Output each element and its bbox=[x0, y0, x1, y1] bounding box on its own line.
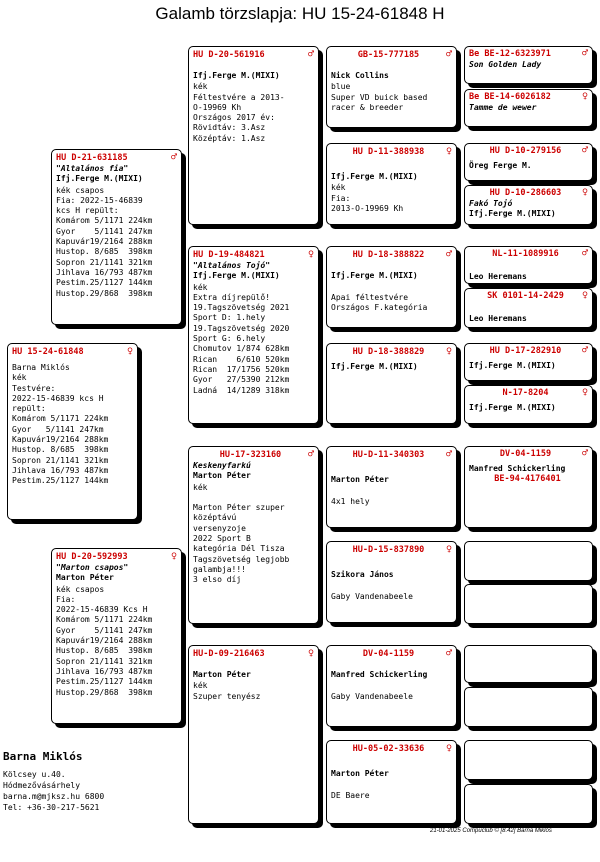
sds-card[interactable] bbox=[326, 246, 457, 328]
female-sex-icon: ♀ bbox=[170, 551, 177, 562]
g5-name-2: Tamme de wewer bbox=[469, 103, 537, 112]
g5-card-3[interactable] bbox=[464, 143, 593, 181]
dam-card[interactable] bbox=[51, 548, 182, 724]
g5-empty-card[interactable] bbox=[464, 584, 593, 624]
ddd-breeder: Marton Péter bbox=[331, 769, 389, 778]
dam-details: kék csapos Fia: 2022-15-46839 Kcs H Komárom 5/1171 224km Gyor 5/1141 247km Kapuvár19/2164 288km Hustop. 8/685 398km Sopron 21/1141 321km Jihlava 16/793 487km Pestim.25/1127 144km Hustop.29/868 398km bbox=[56, 584, 153, 697]
g5-card-2[interactable] bbox=[464, 89, 593, 127]
sire-dam-card[interactable] bbox=[188, 246, 319, 424]
sire-nickname: "Altalános fia" bbox=[56, 164, 129, 173]
male-sex-icon: ♂ bbox=[581, 145, 588, 156]
sire-sire-card[interactable] bbox=[188, 46, 319, 225]
dsd-card[interactable] bbox=[326, 541, 457, 623]
sire-dam-breeder: Ifj.Ferge M.(MIXI) bbox=[193, 271, 280, 281]
dss-breeder: Marton Péter bbox=[331, 475, 389, 484]
g5-empty-card[interactable] bbox=[464, 740, 593, 780]
female-sex-icon: ♀ bbox=[307, 249, 314, 260]
g5-ring-4: HU D-10-286603 bbox=[489, 187, 562, 198]
g5-card-5[interactable] bbox=[464, 246, 593, 284]
female-sex-icon: ♀ bbox=[445, 743, 452, 754]
dam-ring: HU D-20-592993 bbox=[56, 551, 128, 562]
ssd-ring: HU D-11-388938 bbox=[352, 146, 425, 157]
owner-email: barna.m@mjksz.hu 6800 bbox=[3, 792, 105, 801]
dss-details: 4x1 hely bbox=[331, 496, 370, 506]
g5-ring2-9: BE-94-4176401 bbox=[494, 474, 561, 485]
sdd-ring: HU D-18-388829 bbox=[352, 346, 425, 357]
g5-name-1: Son Golden Lady bbox=[469, 60, 542, 69]
owner-phone: Tel: +36-30-217-5621 bbox=[3, 803, 100, 812]
g5-card-6[interactable] bbox=[464, 288, 593, 328]
dsd-ring: HU-D-15-837890 bbox=[352, 544, 425, 555]
g5-ring-3: HU D-10-279156 bbox=[489, 145, 562, 156]
subject-details: Barna Miklós kék Testvére: 2022-15-46839 kcs H repült: Komárom 5/1171 224km Gyor 5/1141 247km Kapuvár19/2164 288km Hustop. 8/685 398km Sopron 21/1141 321km Jihlava 16/793 487km Pestim.25/1127 144km bbox=[12, 363, 109, 486]
sds-breeder: Ifj.Ferge M.(MIXI) bbox=[331, 271, 418, 280]
male-sex-icon: ♂ bbox=[445, 49, 452, 60]
male-sex-icon: ♂ bbox=[581, 345, 588, 356]
dsd-breeder: Szikora János bbox=[331, 570, 394, 579]
dds-breeder: Manfred Schickerling bbox=[331, 670, 428, 679]
female-sex-icon: ♀ bbox=[581, 387, 588, 398]
sds-details: Apai féltestvére Országos F.kategória bbox=[331, 292, 428, 312]
male-sex-icon: ♂ bbox=[445, 449, 452, 460]
dds-ring: DV-04-1159 bbox=[362, 648, 415, 659]
sss-breeder: Nick Collins bbox=[331, 71, 389, 80]
g5-ring-1: Be BE-12-6323971 bbox=[469, 48, 551, 59]
ddd-details: DE Baere bbox=[331, 790, 370, 800]
sdd-breeder: Ifj.Ferge M.(MIXI) bbox=[331, 362, 418, 371]
g5-card-7[interactable] bbox=[464, 343, 593, 381]
g5-card-9[interactable] bbox=[464, 446, 593, 528]
dam-sire-nickname: Keskenyfarkú bbox=[193, 461, 251, 470]
dss-ring: HU-D-11-340303 bbox=[352, 449, 425, 460]
ddd-ring: HU-05-02-33636 bbox=[352, 743, 425, 754]
female-sex-icon: ♀ bbox=[581, 187, 588, 198]
dam-nickname: "Marton csapos" bbox=[56, 563, 129, 572]
g5-empty-card[interactable] bbox=[464, 784, 593, 824]
female-sex-icon: ♀ bbox=[126, 346, 133, 357]
footer-info: 21-01-2025 Compuclub © [8.42] Barna Miklós bbox=[430, 828, 552, 834]
owner-block bbox=[3, 750, 104, 813]
g5-ring-6: SK 0101-14-2429 bbox=[487, 290, 564, 301]
dss-card[interactable] bbox=[326, 446, 457, 528]
owner-address1: Kölcsey u.40. bbox=[3, 770, 66, 779]
sire-dam-ring: HU D-19-484821 bbox=[193, 249, 265, 260]
sire-ring: HU D-21-631185 bbox=[56, 152, 128, 163]
g5-ring-8: N-17-8204 bbox=[502, 387, 549, 398]
g5-name-3: Öreg Ferge M. bbox=[469, 161, 532, 170]
sdd-card[interactable] bbox=[326, 343, 457, 424]
sds-ring: HU D-18-388822 bbox=[352, 249, 425, 260]
g5-name-6: Leo Heremans bbox=[469, 314, 527, 323]
g5-name2-4: Ifj.Ferge M.(MIXI) bbox=[469, 209, 556, 219]
male-sex-icon: ♂ bbox=[581, 48, 588, 59]
female-sex-icon: ♀ bbox=[445, 146, 452, 157]
dam-dam-details: kék Szuper tenyész bbox=[193, 681, 261, 701]
g5-name-4: Fakó Tojó bbox=[469, 199, 513, 208]
sire-dam-details: kék Extra díjrepülő! 19.Tagszövetség 2021 Sport D: 1.hely 19.Tagszövetség 2020 Sport G: 6.hely Chomutov 1/874 628km Rican 6/610 520km Rican 17/1756 520km Gyor 27/5390 212km Ladná 14/1289 318km bbox=[193, 282, 290, 395]
ssd-details: kék Fia: 2013-O-19969 Kh bbox=[331, 183, 404, 213]
dam-dam-card[interactable] bbox=[188, 645, 319, 824]
g5-empty-card[interactable] bbox=[464, 541, 593, 581]
dam-sire-details: kék Marton Péter szuper középtávú versenyzoje 2022 Sport B kategória Dél Tisza Tagszövetség legjobb galambja!!! 3 elso díj bbox=[193, 482, 290, 585]
male-sex-icon: ♂ bbox=[445, 249, 452, 260]
dam-sire-ring: HU-17-323160 bbox=[219, 449, 282, 460]
sire-sire-ring: HU D-20-561916 bbox=[193, 49, 265, 60]
owner-name: Barna Miklós bbox=[3, 750, 83, 763]
dds-card[interactable] bbox=[326, 645, 457, 727]
male-sex-icon: ♂ bbox=[307, 49, 314, 60]
g5-empty-card[interactable] bbox=[464, 645, 593, 683]
g5-ring-9: DV-04-1159 bbox=[499, 448, 552, 459]
dam-dam-ring: HU-D-09-216463 bbox=[193, 648, 265, 659]
page-title: Galamb törzslapja: HU 15-24-61848 H bbox=[155, 4, 445, 23]
dam-dam-breeder: Marton Péter bbox=[193, 670, 251, 679]
subject-card[interactable] bbox=[7, 343, 138, 520]
sss-card[interactable] bbox=[326, 46, 457, 128]
male-sex-icon: ♂ bbox=[581, 248, 588, 259]
male-sex-icon: ♂ bbox=[307, 449, 314, 460]
ssd-breeder: Ifj.Ferge M.(MIXI) bbox=[331, 172, 418, 181]
g5-card-4[interactable] bbox=[464, 185, 593, 225]
male-sex-icon: ♂ bbox=[581, 448, 588, 459]
subject-ring: HU 15-24-61848 bbox=[12, 346, 84, 357]
dam-breeder: Marton Péter bbox=[56, 573, 114, 583]
female-sex-icon: ♀ bbox=[581, 290, 588, 301]
g5-ring-5: NL-11-1089916 bbox=[492, 248, 559, 259]
male-sex-icon: ♂ bbox=[445, 648, 452, 659]
sire-dam-nickname: "Altalános Tojó" bbox=[193, 261, 271, 270]
sire-details: kék csapos Fia: 2022-15-46839 kcs H repült: Komárom 5/1171 224km Gyor 5/1141 247km Kapuvár19/2164 288km Hustop. 8/685 398km Sopron 21/1141 321km Jihlava 16/793 487km Pestim.25/1127 144km Hustop.29/868 398km bbox=[56, 185, 153, 298]
female-sex-icon: ♀ bbox=[445, 346, 452, 357]
dsd-details: Gaby Vandenabeele bbox=[331, 591, 413, 601]
sire-sire-breeder: Ifj.Ferge M.(MIXI) bbox=[193, 71, 280, 80]
g5-name-7: Ifj.Ferge M.(MIXI) bbox=[469, 361, 556, 370]
g5-empty-card[interactable] bbox=[464, 687, 593, 727]
sire-sire-details: kék Féltestvére a 2013- O-19969 Kh Országos 2017 év: Rövidtáv: 3.Asz Középtáv: 1.Asz bbox=[193, 82, 285, 143]
dam-sire-card[interactable] bbox=[188, 446, 319, 624]
dds-details: Gaby Vandenabeele bbox=[331, 691, 413, 701]
dam-sire-breeder: Marton Péter bbox=[193, 471, 251, 481]
sire-breeder: Ifj.Ferge M.(MIXI) bbox=[56, 174, 143, 184]
g5-name-5: Leo Heremans bbox=[469, 272, 527, 281]
female-sex-icon: ♀ bbox=[307, 648, 314, 659]
ddd-card[interactable] bbox=[326, 740, 457, 824]
female-sex-icon: ♀ bbox=[445, 544, 452, 555]
female-sex-icon: ♀ bbox=[581, 91, 588, 102]
g5-card-8[interactable] bbox=[464, 385, 593, 424]
g5-card-1[interactable] bbox=[464, 46, 593, 84]
sss-ring: GB-15-777185 bbox=[357, 49, 420, 60]
sire-card[interactable] bbox=[51, 149, 182, 325]
male-sex-icon: ♂ bbox=[170, 152, 177, 163]
g5-name-8: Ifj.Ferge M.(MIXI) bbox=[469, 403, 556, 412]
ssd-card[interactable] bbox=[326, 143, 457, 225]
sss-details: blue Super VD buick based racer & breeder bbox=[331, 82, 428, 112]
g5-ring-7: HU D-17-282910 bbox=[489, 345, 562, 356]
owner-address2: Hódmezővásárhely bbox=[3, 781, 81, 790]
g5-ring-2: Be BE-14-6026182 bbox=[469, 91, 551, 102]
g5-name-9: Manfred Schickerling bbox=[469, 464, 566, 473]
